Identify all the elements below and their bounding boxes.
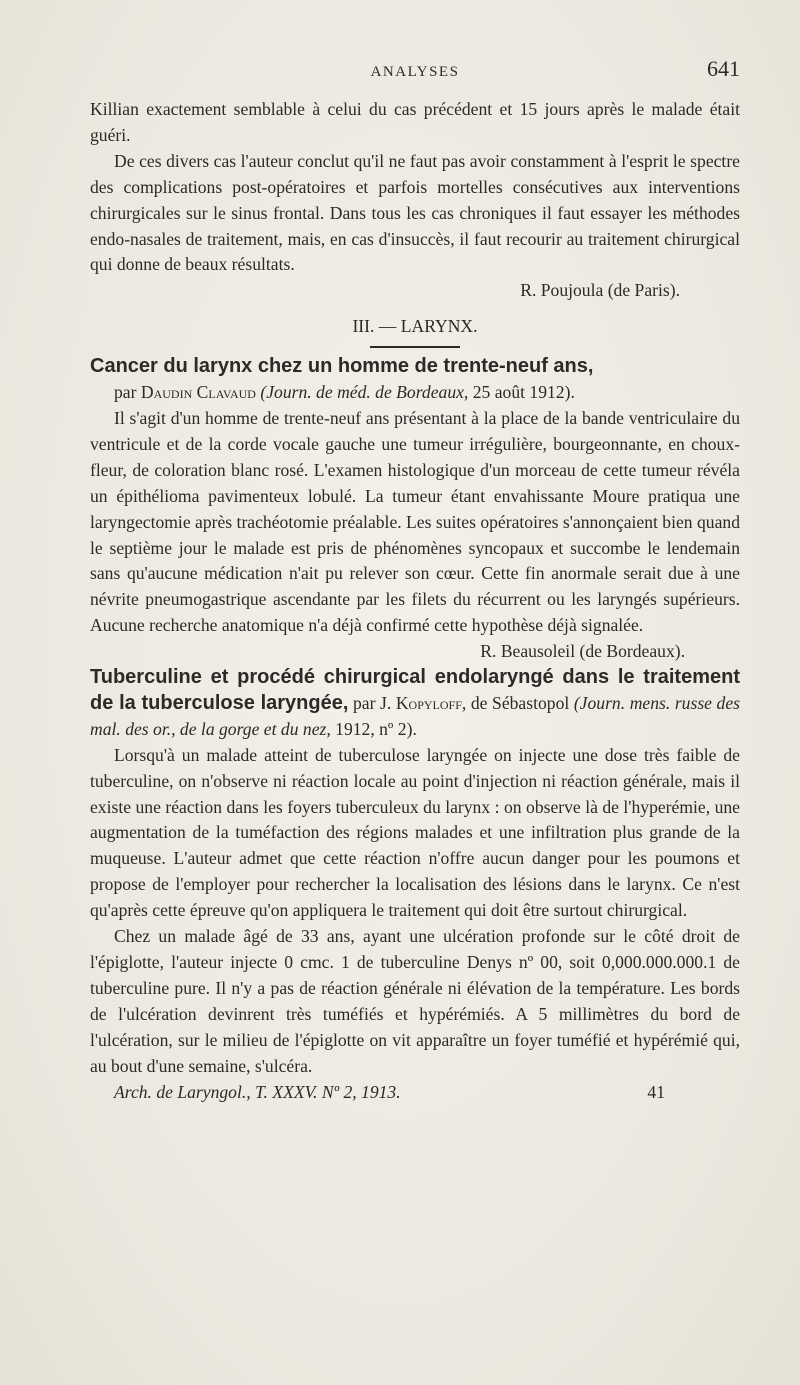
article-citation bbox=[90, 380, 740, 406]
paragraph: Killian exactement semblable à celui du cas précédent et 15 jours après le malade était guéri. bbox=[90, 99, 740, 145]
signature bbox=[90, 639, 740, 665]
paragraph: Lorsqu'à un malade atteint de tuberculose laryngée on injecte une dose très faible de tuberculine, on n'observe ni réaction locale au point d'injection ni réaction générale, mais il existe une réaction dans les foyers tuberculeux du larynx : on observe là de l'hyperémie, une augmentation de la tuméfaction des régions malades et une infiltration plus grande de la muqueuse. L'auteur admet que cette réaction n'offre aucun danger pour les poumons et propose de l'employer pour rechercher la localisation des lésions dans le larynx. Ce n'est qu'après cette épreuve qu'on appliquera le traitement qui doit être surtout chirurgical. bbox=[90, 744, 740, 921]
article-title: Tuberculine et procédé chirurgical endolaryngé dans le traitement de la tuberculose laryngée, bbox=[90, 666, 740, 714]
section-rule bbox=[370, 346, 460, 348]
section-title: III. — LARYNX. bbox=[352, 316, 478, 337]
page-footer bbox=[90, 1080, 740, 1106]
author-name: Kopyloff bbox=[395, 692, 462, 713]
journal-ref: (Journ. mens. russe des mal. des or., de la gorge et du nez, bbox=[90, 692, 741, 739]
signature-text: R. Poujoula (de Paris). bbox=[520, 280, 680, 301]
section-heading bbox=[90, 314, 740, 348]
article-heading bbox=[90, 665, 740, 743]
journal-ref: (Journ. de méd. de Bordeaux, bbox=[260, 382, 469, 403]
footer-sheet-number: 41 bbox=[647, 1081, 665, 1102]
article-heading bbox=[90, 354, 740, 380]
citation-by: par J. bbox=[348, 692, 396, 713]
page-number: 641 bbox=[707, 56, 740, 81]
citation-date: 25 août 1912). bbox=[468, 382, 575, 403]
running-head: ANALYSES bbox=[370, 64, 460, 80]
citation-from: , de Sébastopol bbox=[461, 692, 574, 713]
paragraph: De ces divers cas l'auteur conclut qu'il ne faut pas avoir constamment à l'esprit le spectre des complications post-opératoires et parfois mortelles consécutives aux interventions chirurgicales sur le sinus frontal. Dans tous les cas chroniques il faut essayer les méthodes endo-nasales de traitement, mais, en cas d'insuccès, il faut recourir au traitement chirurgical qui donne de beaux résultats. bbox=[90, 150, 740, 275]
author-name: Daudin Clavaud bbox=[140, 382, 256, 403]
paragraph: Chez un malade âgé de 33 ans, ayant une ulcération profonde sur le côté droit de l'épiglotte, l'auteur injecte 0 cmc. 1 de tuberculine Denys nº 00, soit 0,000.000.000.1 de tuberculine pure. Il n'y a pas de réaction générale ni élévation de la température. Les bords de l'ulcération devinrent très tuméfiés et hypérémiés. A 5 millimètres du bord de l'ulcération, sur le milieu de l'épiglotte on vit apparaître un foyer tuméfié et hypérémié qui, au bout d'une semaine, s'ulcéra. bbox=[90, 926, 740, 1076]
signature-text: R. Beausoleil (de Bordeaux). bbox=[480, 641, 685, 662]
article-title: Cancer du larynx chez un homme de trente-neuf ans, bbox=[90, 355, 594, 378]
page-body bbox=[90, 97, 740, 1105]
paragraph: Il s'agit d'un homme de trente-neuf ans présentant à la place de la bande ventriculaire du ventricule et de la corde vocale gauche une tumeur irrégulière, bourgeonnante, en choux-fleur, de coloration blanc rosé. L'examen histologique d'un morceau de cette tumeur révéla un épithélioma pavimenteux lobulé. La tumeur étant envahissante Moure pratiqua une laryngectomie après trachéotomie préalable. Les suites opératoires s'annonçaient bien quand le septième jour le malade est pris de phénomènes syncopaux et succombe le lendemain sans qu'aucune médication n'ait pu relever son cœur. Cette fin anormale serait due à une névrite pneumogastrique ascendante par les filets du récurrent ou les laryngés supérieurs. Aucune recherche anatomique n'a déjà confirmé cette hypothèse déjà signalée. bbox=[90, 407, 740, 636]
citation-date: 1912, nº 2). bbox=[330, 718, 417, 739]
signature bbox=[90, 278, 740, 304]
citation-by: par bbox=[114, 382, 141, 403]
footer-journal: Arch. de Laryngol., T. XXXV. Nº 2, 1913. bbox=[114, 1081, 401, 1102]
page-header bbox=[90, 56, 740, 86]
